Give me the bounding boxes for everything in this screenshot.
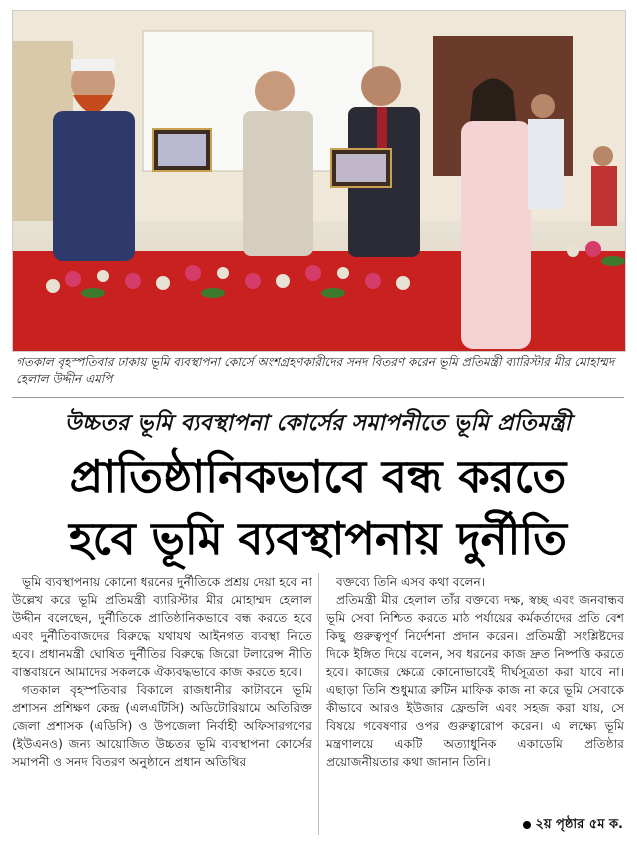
- main-headline: [12, 446, 624, 570]
- kicker-headline: উচ্চতর ভূমি ব্যবস্থাপনা কোর্সের সমাপনীতে ভূমি প্রতিমন্ত্রী: [64, 411, 572, 436]
- headline-line-2: হবে ভূমি ব্যবস্থাপনায় দুর্নীতি: [68, 512, 568, 565]
- news-photo: [12, 10, 626, 352]
- continuation-text: ২য় পৃষ্ঠার ৫ম ক.: [535, 817, 623, 832]
- paragraph: ভূমি ব্যবস্থাপনায় কোনো ধরনের দুর্নীতিকে প্রশ্রয় দেয়া হবে না উল্লেখ করে ভূমি প্রতিমন্ত্রী ব্যারিস্টার মীর মোহাম্মদ হেলাল উদ্দীন বলেছেন, দুর্নীতিকে প্রাতিষ্ঠানিকভাবে বন্ধ করতে হবে এবং দুর্নীতিবাজদের বিরুদ্ধে যথাযথ আইনগত ব্যবস্থা নিতে হবে। প্রধানমন্ত্রী ঘোষিত দুর্নীতির বিরুদ্ধে জিরো টলারেন্স নীতি বাস্তবায়নে আমাদের সকলকে ঐক্যবদ্ধভাবে কাজ করতে হবে।: [12, 575, 312, 679]
- photo-caption: গতকাল বৃহস্পতিবার ঢাকায় ভূমি ব্যবস্থাপনা কোর্সে অংশগ্রহণকারীদের সনদ বিতরণ করেন ভূমি প্রতিমন্ত্রী ব্যারিস্টার মীর মোহাম্মদ হেলাল উদ্দীন এমপি: [12, 352, 624, 398]
- paragraph: বক্তব্যে তিনি এসব কথা বলেন।: [336, 575, 486, 589]
- article-column-left: [12, 573, 312, 771]
- continuation-note: [523, 815, 623, 836]
- ceremony-photo-illustration: [13, 11, 625, 351]
- bullet-icon: [523, 821, 531, 829]
- article-column-right: [326, 573, 624, 771]
- column-divider: [318, 573, 319, 835]
- paragraph: গতকাল বৃহস্পতিবার বিকালে রাজধানীর কাটাবনে ভূমি প্রশাসন প্রশিক্ষণ কেন্দ্র (এলএটিসি) অডিটোরিয়ামে অতিরিক্ত জেলা প্রশাসক (এডিসি) ও উপজেলা নির্বাহী অফিসারগণের (ইউএনও) জন্য আয়োজিত উচ্চতর ভূমি ব্যবস্থাপনা কোর্সের সমাপনী ও সনদ বিতরণ অনুষ্ঠানে প্রধান অতিথির: [12, 683, 312, 769]
- headline-line-1: প্রাতিষ্ঠানিকভাবে বন্ধ করতে: [69, 450, 567, 503]
- paragraph: প্রতিমন্ত্রী মীর হেলাল তাঁর বক্তব্যে দক্ষ, স্বচ্ছ এবং জনবান্ধব ভূমি সেবা নিশ্চিত করতে মাঠ পর্যায়ের কর্মকর্তাদের প্রতি বেশ কিছু গুরুত্বপূর্ণ নির্দেশনা প্রদান করেন। প্রতিমন্ত্রী সংশ্লিষ্টদের দিকে ইঙ্গিত দিয়ে বলেন, সব ধরনের কাজ দ্রুত নিষ্পত্তি করতে হবে। কাজের ক্ষেত্রে কোনোভাবেই দীর্ঘসূত্রতা করা যাবে না। এছাড়া তিনি শুধুমাত্র রুটিন মাফিক কাজ না করে ভূমি সেবাকে কীভাবে আরও ইউজার ফ্রেন্ডলি এবং সহজ করা যায়, সে বিষয়ে গবেষণার ওপর গুরুত্বারোপ করেন। এ লক্ষ্যে ভূমি মন্ত্রণালয়ে একটি অত্যাধুনিক একাডেমি প্রতিষ্ঠার প্রয়োজনীয়তার কথা জানান তিনি।: [326, 593, 624, 769]
